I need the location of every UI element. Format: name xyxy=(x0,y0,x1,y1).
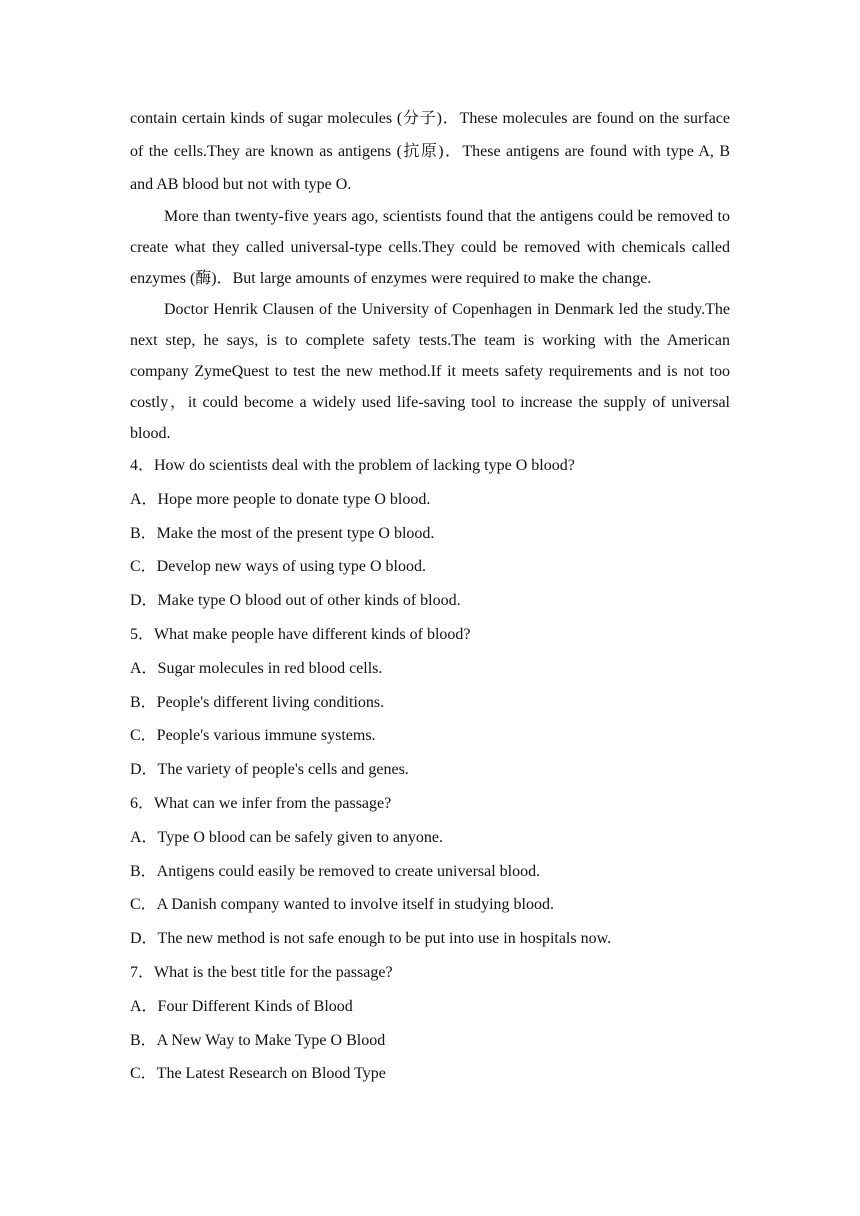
option-c: C．People's various immune systems. xyxy=(130,727,376,745)
option-a: A．Sugar molecules in red blood cells. xyxy=(130,659,383,677)
option-a: A．Type O blood can be safely given to anyone. xyxy=(130,828,444,846)
question-stem: 4．How do scientists deal with the problem of lacking type O blood? xyxy=(130,457,575,474)
document-page xyxy=(130,102,730,1091)
question-7 xyxy=(130,956,730,1091)
option-b: B．Make the most of the present type O blood. xyxy=(130,524,435,542)
option-c: C．A Danish company wanted to involve itself in studying blood. xyxy=(130,896,554,914)
option-d: D．Make type O blood out of other kinds of blood. xyxy=(130,592,461,610)
option-b: B．A New Way to Make Type O Blood xyxy=(130,1031,386,1049)
option-a: A．Four Different Kinds of Blood xyxy=(130,997,353,1015)
option-b: B．Antigens could easily be removed to create universal blood. xyxy=(130,862,541,880)
passage-paragraph-1: contain certain kinds of sugar molecules (分子)．These molecules are found on the surface of the cells.They are known as antigens (抗原)．These antigens are found with type A, B and AB blood but not with type O. xyxy=(130,110,730,193)
option-b: B．People's different living conditions. xyxy=(130,693,385,711)
option-d: D．The new method is not safe enough to be put into use in hospitals now. xyxy=(130,930,612,948)
question-stem: 6．What can we infer from the passage? xyxy=(130,794,392,812)
question-5 xyxy=(130,618,730,787)
option-c: C．Develop new ways of using type O blood. xyxy=(130,558,426,576)
passage-paragraph-2: More than twenty-five years ago, scientists found that the antigens could be removed to create what they called universal-type cells.They could be removed with chemicals called enzymes (酶)．But large amounts of enzymes were required to make the change. xyxy=(130,208,730,287)
question-4 xyxy=(130,449,730,618)
question-stem: 7．What is the best title for the passage? xyxy=(130,963,393,981)
question-6 xyxy=(130,787,730,956)
option-a: A．Hope more people to donate type O blood. xyxy=(130,490,431,508)
option-d: D．The variety of people's cells and genes. xyxy=(130,761,409,779)
passage-paragraph-3: Doctor Henrik Clausen of the University of Copenhagen in Denmark led the study.The next step, he says, is to complete safety tests.The team is working with the American company ZymeQuest to test the new method.If it meets safety requirements and is not too costly，it could become a widely used life-saving tool to increase the supply of universal blood. xyxy=(130,301,730,442)
option-c: C．The Latest Research on Blood Type xyxy=(130,1065,386,1083)
question-stem: 5．What make people have different kinds of blood? xyxy=(130,625,471,643)
